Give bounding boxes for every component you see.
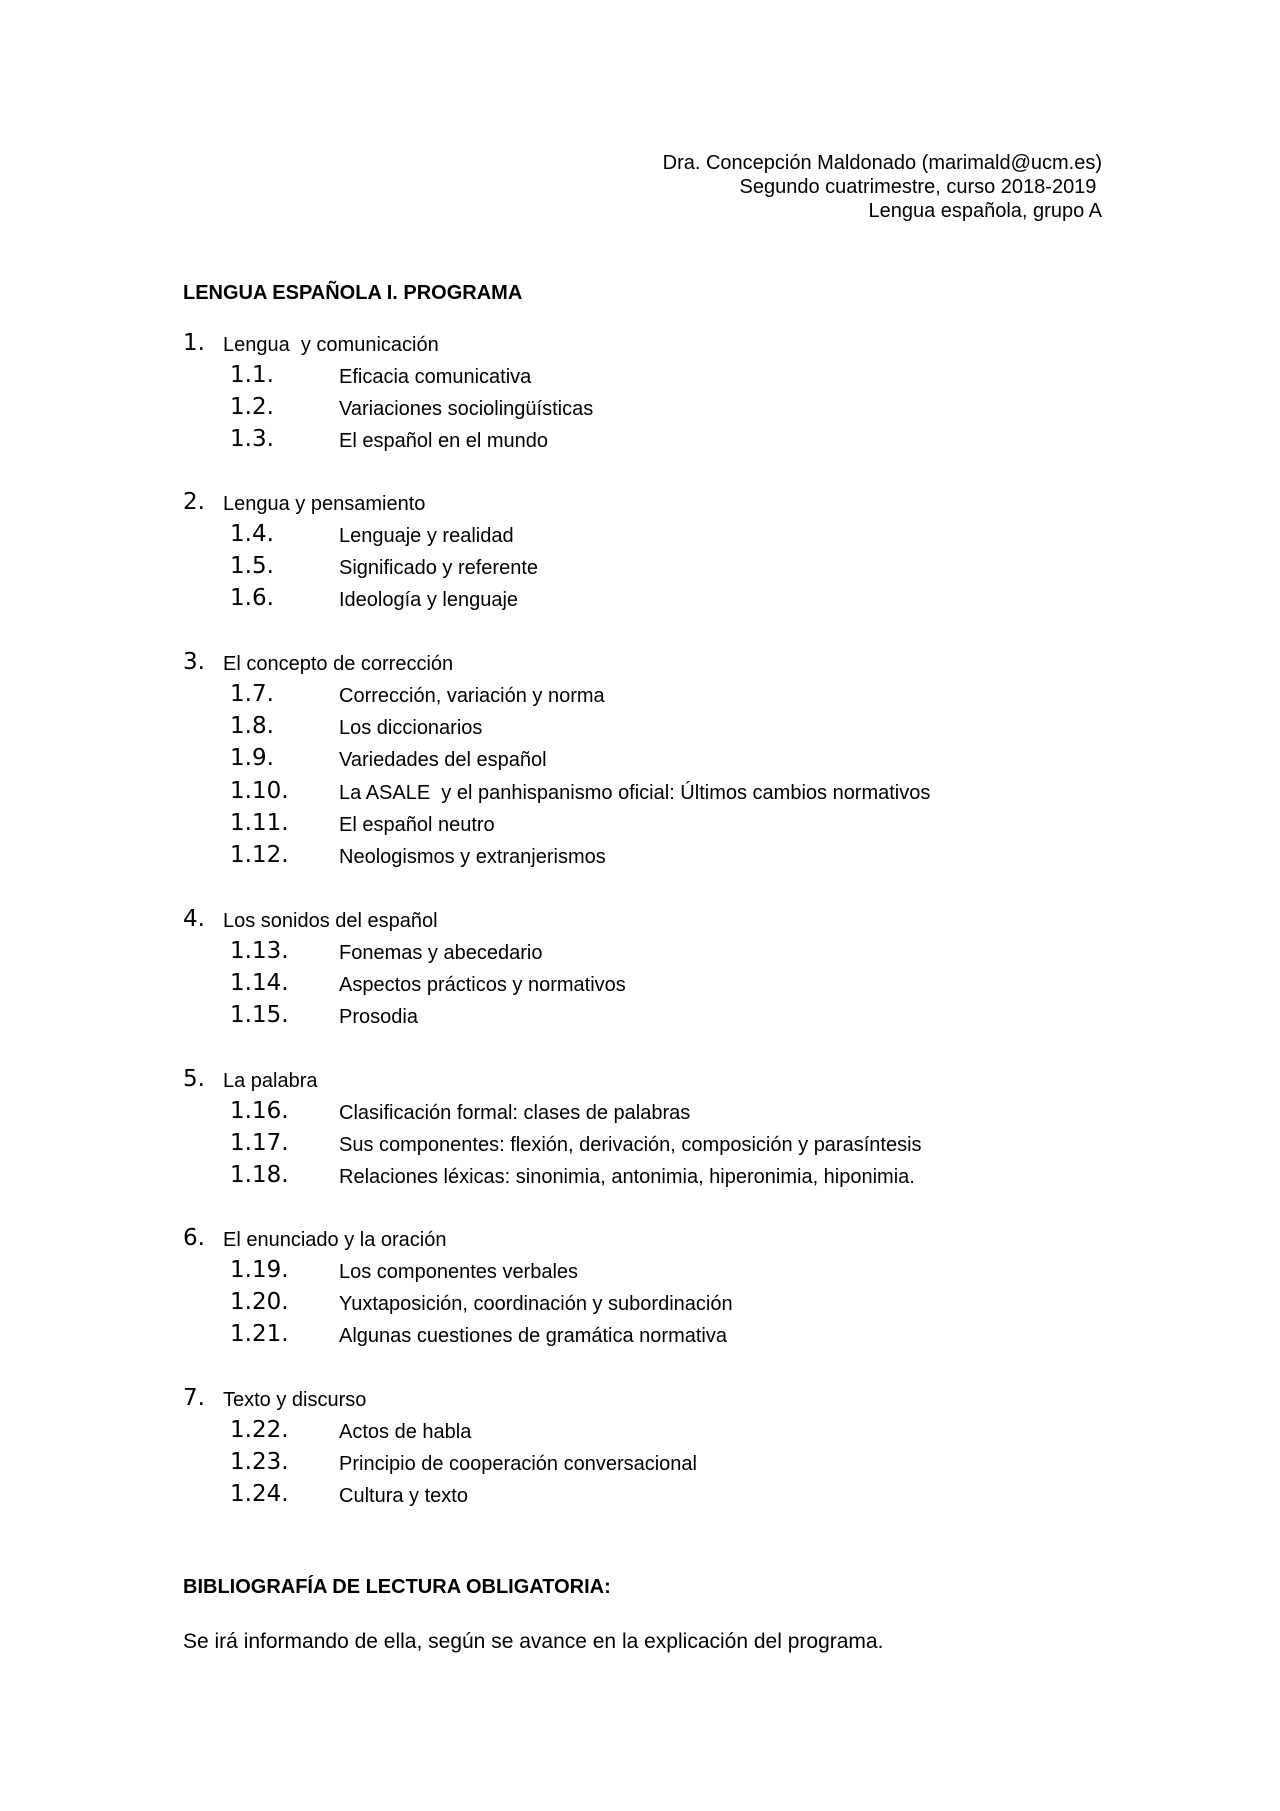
subsection-number: 1.21. <box>230 1321 289 1348</box>
section-number: 3. <box>183 649 205 675</box>
course-line: Lengua española, grupo A <box>868 200 1102 222</box>
subsection-title: La ASALE y el panhispanismo oficial: Últimos cambios normativos <box>339 781 931 804</box>
subsection-number: 1.23. <box>230 1449 289 1476</box>
subsection-number: 1.12. <box>230 842 289 868</box>
section-number: 2. <box>183 489 205 515</box>
subsection-item <box>0 969 1280 1001</box>
subsection-item <box>0 1161 1280 1193</box>
section-number: 6. <box>183 1225 205 1251</box>
subsection-number: 1.14. <box>230 970 289 997</box>
subsection-number: 1.11. <box>230 809 289 836</box>
subsection-item <box>0 680 1280 712</box>
subsection-title: Cultura y texto <box>339 1485 468 1508</box>
subsection-item <box>0 841 1280 873</box>
subsection-title: Actos de habla <box>339 1421 472 1443</box>
subsection-item <box>0 1480 1280 1512</box>
subsection-title: El español neutro <box>339 813 495 836</box>
subsection-title: Variedades del español <box>339 749 547 772</box>
subsection-number: 1.4. <box>230 521 274 547</box>
subsection-title: Eficacia comunicativa <box>339 366 532 388</box>
subsection-title: Clasificación formal: clases de palabras <box>339 1102 691 1124</box>
subsection-number: 1.18. <box>230 1162 289 1189</box>
section-title: Los sonidos del español <box>223 910 438 932</box>
section-number: 5. <box>183 1066 205 1092</box>
subsection-item <box>0 520 1280 552</box>
subsection-title: Relaciones léxicas: sinonimia, antonimia, hiperonimia, hiponimia. <box>339 1166 915 1189</box>
subsection-number: 1.15. <box>230 1002 289 1029</box>
section-title: El enunciado y la oración <box>223 1229 447 1251</box>
term-line: Segundo cuatrimestre, curso 2018-2019 <box>739 176 1102 198</box>
subsection-item <box>0 425 1280 457</box>
section-title: Lengua y pensamiento <box>223 493 426 515</box>
bibliography-heading: BIBLIOGRAFÍA DE LECTURA OBLIGATORIA: <box>183 1576 611 1598</box>
section-title: Lengua y comunicación <box>223 334 439 356</box>
subsection-title: Prosodia <box>339 1006 418 1029</box>
subsection-item <box>0 712 1280 744</box>
subsection-item <box>0 1416 1280 1448</box>
section-number: 7. <box>183 1385 205 1411</box>
subsection-number: 1.13. <box>230 938 289 964</box>
subsection-title: Significado y referente <box>339 557 539 580</box>
subsection-number: 1.20. <box>230 1289 289 1316</box>
subsection-title: Los componentes verbales <box>339 1261 579 1283</box>
subsection-item <box>0 1001 1280 1033</box>
section-title: La palabra <box>223 1070 318 1092</box>
subsection-item <box>0 1320 1280 1352</box>
section-title: Texto y discurso <box>223 1389 367 1411</box>
subsection-number: 1.16. <box>230 1098 289 1124</box>
subsection-item <box>0 744 1280 776</box>
subsection-title: Principio de cooperación conversacional <box>339 1453 697 1476</box>
subsection-title: Los diccionarios <box>339 717 483 740</box>
subsection-title: Sus componentes: flexión, derivación, composición y parasíntesis <box>339 1134 922 1157</box>
subsection-item <box>0 1288 1280 1320</box>
section-number: 4. <box>183 906 205 932</box>
subsection-item <box>0 1256 1280 1288</box>
document-title: LENGUA ESPAÑOLA I. PROGRAMA <box>183 282 523 304</box>
subsection-number: 1.1. <box>230 362 274 388</box>
subsection-number: 1.5. <box>230 553 274 580</box>
subsection-title: El español en el mundo <box>339 430 549 453</box>
subsection-number: 1.3. <box>230 426 274 453</box>
subsection-title: Variaciones sociolingüísticas <box>339 398 594 421</box>
subsection-number: 1.8. <box>230 713 274 740</box>
author-line: Dra. Concepción Maldonado (marimald@ucm.es) <box>662 152 1102 174</box>
subsection-item <box>0 584 1280 616</box>
subsection-number: 1.6. <box>230 585 274 612</box>
subsection-item <box>0 1097 1280 1129</box>
subsection-number: 1.2. <box>230 394 274 421</box>
subsection-item <box>0 1129 1280 1161</box>
subsection-item <box>0 809 1280 841</box>
subsection-title: Neologismos y extranjerismos <box>339 846 606 868</box>
subsection-number: 1.7. <box>230 681 274 707</box>
subsection-number: 1.22. <box>230 1417 289 1443</box>
subsection-title: Fonemas y abecedario <box>339 942 543 964</box>
subsection-title: Algunas cuestiones de gramática normativa <box>339 1325 727 1348</box>
subsection-number: 1.9. <box>230 745 274 772</box>
subsection-number: 1.19. <box>230 1257 289 1283</box>
subsection-title: Yuxtaposición, coordinación y subordinación <box>339 1293 733 1316</box>
subsection-item <box>0 777 1280 809</box>
section-title: El concepto de corrección <box>223 653 454 675</box>
subsection-number: 1.10. <box>230 777 289 804</box>
subsection-title: Corrección, variación y norma <box>339 685 605 707</box>
subsection-title: Lenguaje y realidad <box>339 525 514 547</box>
bibliography-text: Se irá informando de ella, según se avance en la explicación del programa. <box>183 1630 884 1653</box>
subsection-number: 1.24. <box>230 1481 289 1508</box>
section-number: 1. <box>183 330 205 356</box>
subsection-item <box>0 937 1280 969</box>
subsection-item <box>0 393 1280 425</box>
subsection-item <box>0 1448 1280 1480</box>
subsection-title: Aspectos prácticos y normativos <box>339 974 626 997</box>
subsection-item <box>0 361 1280 393</box>
subsection-title: Ideología y lenguaje <box>339 589 519 612</box>
subsection-number: 1.17. <box>230 1130 289 1157</box>
document-header <box>663 151 1102 223</box>
subsection-item <box>0 552 1280 584</box>
